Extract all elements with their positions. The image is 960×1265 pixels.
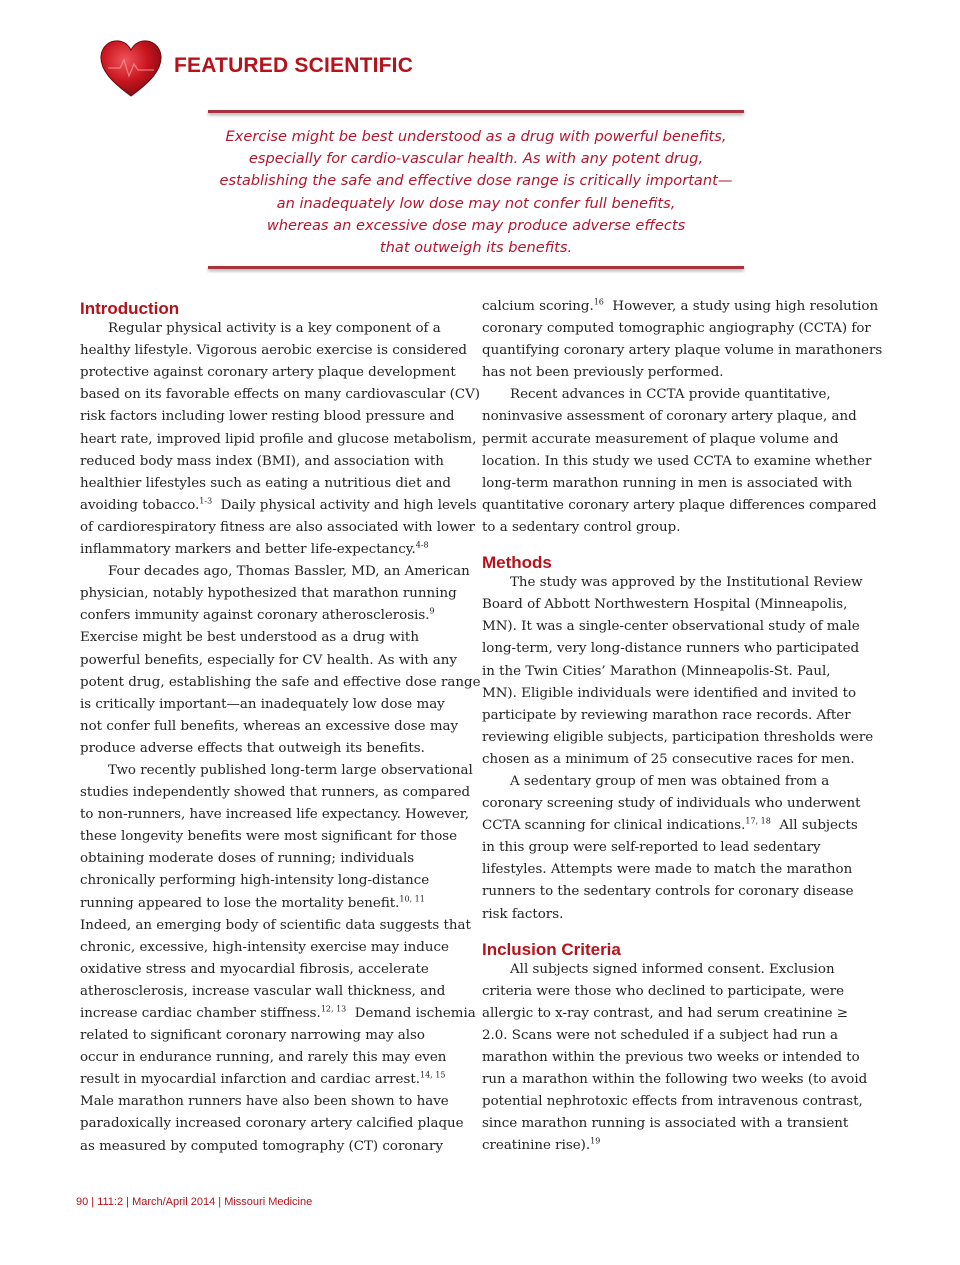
body-line: has not been previously performed. [482,365,724,381]
body-line: potential nephrotoxic effects from intravenous contrast, [482,1094,863,1110]
body-line: 2.0. Scans were not scheduled if a subject had run a [482,1028,839,1043]
body-line: long-term, very long-distance runners who participated [482,641,860,657]
body-line: produce adverse effects that outweigh its benefits. [80,740,425,756]
body-line: Four decades ago, Thomas Bassler, MD, an American [108,564,470,580]
pull-quote-line: whereas an excessive dose may produce adverse effects [266,216,686,234]
body-line: location. In this study we used CCTA to examine whether [482,453,872,469]
body-line: permit accurate measurement of plaque volume and [482,431,839,447]
body-line [80,1003,476,1025]
body-line [80,495,477,517]
pull-quote-line: an inadequately low dose may not confer full benefits, [276,194,676,212]
body-line: Two recently published long-term large observational [108,762,473,778]
body-line: chronic, excessive, high-intensity exercise may induce [80,939,449,955]
body-line: is critically important—an inadequately low dose may [80,696,445,712]
pull-quote-bottom-rule [208,266,744,269]
body-line [482,1135,862,1157]
body-line: coronary screening study of individuals who underwent [482,796,861,812]
body-line: protective against coronary artery plaque development [80,365,456,381]
body-text: inflammatory markers and better life-expectancy. [80,542,416,558]
citation: 17, 18 [745,816,771,826]
body-line: Male marathon runners have also been shown to have [80,1094,449,1110]
pull-quote-line: that outweigh its benefits. [379,239,573,257]
introduction-heading: Introduction [80,299,180,318]
inclusion-criteria-heading: Inclusion Criteria [482,939,621,959]
body-text: running appeared to lose the mortality benefit. [80,895,400,911]
body-line: these longevity benefits were most significant for those [80,829,458,845]
body-line: MN). It was a single-center observational study of male [482,619,860,635]
body-line: as measured by computed tomography (CT) coronary [80,1138,444,1154]
body-line: occur in endurance running, and rarely this may even [80,1050,447,1066]
body-line: based on its favorable effects on many cardiovascular (CV) [80,387,480,403]
citation: 4-8 [415,540,429,550]
body-text: avoiding tobacco. [80,497,200,513]
body-line: healthy lifestyle. Vigorous aerobic exercise is considered [80,343,467,359]
section-label: FEATURED SCIENTIFIC [174,54,414,77]
citation: 19 [590,1137,601,1146]
body-line: risk factors including lower resting blood pressure and [80,409,455,425]
body-line: reviewing eligible subjects, participation thresholds were [482,729,874,745]
citation: 16 [593,297,604,307]
body-text: confers immunity against coronary atherosclerosis. [80,608,430,624]
body-text: All subjects [770,818,858,834]
body-line: obtaining moderate doses of running; individuals [80,851,415,867]
body-line: participate by reviewing marathon race records. After [482,707,851,723]
body-line: healthier lifestyles such as eating a nutritious diet and [80,475,451,491]
page-footer: 90 | 111:2 | March/April 2014 | Missouri Medicine [76,1196,313,1208]
body-line: A sedentary group of men was obtained from a [510,773,830,789]
body-line: since marathon running is associated with a transient [482,1116,849,1132]
body-line: potent drug, establishing the safe and effective dose range [80,674,481,690]
body-line: All subjects signed informed consent. Exclusion [510,961,835,977]
citation: 12, 13 [320,1004,347,1014]
body-text: calcium scoring. [482,299,594,314]
body-line: Indeed, an emerging body of scientific data suggests that [80,917,471,933]
pull-quote-line: Exercise might be best understood as a drug with powerful benefits, [225,128,727,145]
body-line: allergic to x-ray contrast, and had serum creatinine ≥ [482,1005,848,1021]
body-line: criteria were those who declined to participate, were [482,983,845,999]
body-text: increase cardiac chamber stiffness. [80,1006,321,1021]
pull-quote [208,110,744,272]
methods-heading: Methods [482,553,552,573]
body-line [482,296,879,318]
citation: 10, 11 [399,894,425,904]
body-text: result in myocardial infarction and cardiac arrest. [80,1072,420,1088]
pull-quote-line: establishing the safe and effective dose range is critically important— [219,172,733,190]
citation: 9 [429,606,435,616]
body-line: Board of Abbott Northwestern Hospital (Minneapolis, [482,597,848,613]
body-line: to non-runners, have increased life expectancy. However, [80,807,469,823]
body-line: chronically performing high-intensity long-distance [80,873,430,889]
body-line: quantifying coronary artery plaque volume in marathoners [482,343,883,359]
body-line: chosen as a minimum of 25 consecutive races for men. [482,751,855,767]
body-line: atherosclerosis, increase vascular wall thickness, and [80,983,446,999]
citation: 14, 15 [419,1070,446,1080]
body-text: Daily physical activity and high levels [212,497,477,513]
body-line [80,605,460,627]
pull-quote-top-rule [208,110,744,113]
body-line: related to significant coronary narrowing may also [80,1028,425,1044]
body-text: Demand ischemia [346,1006,476,1021]
body-line: of cardiorespiratory fitness are also associated with lower [80,519,475,535]
body-line: heart rate, improved lipid profile and glucose metabolism, [80,431,477,447]
citation: 1-3 [199,496,213,506]
body-line: marathon within the previous two weeks or intended to [482,1050,860,1066]
body-line: in this group were self-reported to lead sedentary [482,840,821,856]
body-text: CCTA scanning for clinical indications. [482,818,746,834]
body-line: Regular physical activity is a key component of a [108,321,441,337]
pull-quote-text [208,126,744,259]
body-text: creatinine rise). [482,1138,591,1154]
body-line: MN). Eligible individuals were identified and invited to [482,685,857,701]
body-line: paradoxically increased coronary artery calcified plaque [80,1116,464,1132]
page-header [98,38,518,104]
body-line: not confer full benefits, whereas an excessive dose may [80,718,459,734]
body-line: risk factors. [482,906,564,922]
body-text: However, a study using high resolution [603,299,879,314]
right-column [482,296,883,1158]
body-line: to a sedentary control group. [482,519,681,535]
body-line: noninvasive assessment of coronary artery plaque, and [482,409,857,425]
body-line: runners to the sedentary controls for coronary disease [482,884,854,900]
body-line: lifestyles. Attempts were made to match the marathon [482,862,853,878]
left-column [80,296,481,1158]
body-line: coronary computed tomographic angiography (CCTA) for [482,321,871,337]
body-line: reduced body mass index (BMI), and association with [80,453,444,469]
body-line: in the Twin Cities’ Marathon (Minneapolis-St. Paul, [482,663,831,679]
heart-logo-icon [98,38,164,100]
body-line: long-term marathon running in men is associated with [482,475,853,491]
body-line: run a marathon within the following two weeks (to avoid [482,1072,868,1088]
body-line: powerful benefits, especially for CV health. As with any [80,652,457,668]
body-line [80,1069,460,1091]
pull-quote-line: especially for cardio-vascular health. As with any potent drug, [248,150,704,168]
body-line: studies independently showed that runners, as compared [80,785,471,801]
body-line: physician, notably hypothesized that marathon running [80,586,457,602]
body-line [80,539,460,561]
body-line: The study was approved by the Institutional Review [510,575,863,591]
body-line: oxidative stress and myocardial fibrosis, accelerate [80,961,429,977]
body-line [80,893,460,915]
body-line: quantitative coronary artery plaque differences compared [482,497,877,513]
body-line [482,815,862,837]
body-line: Recent advances in CCTA provide quantitative, [510,387,831,403]
body-line: Exercise might be best understood as a drug with [80,630,419,646]
